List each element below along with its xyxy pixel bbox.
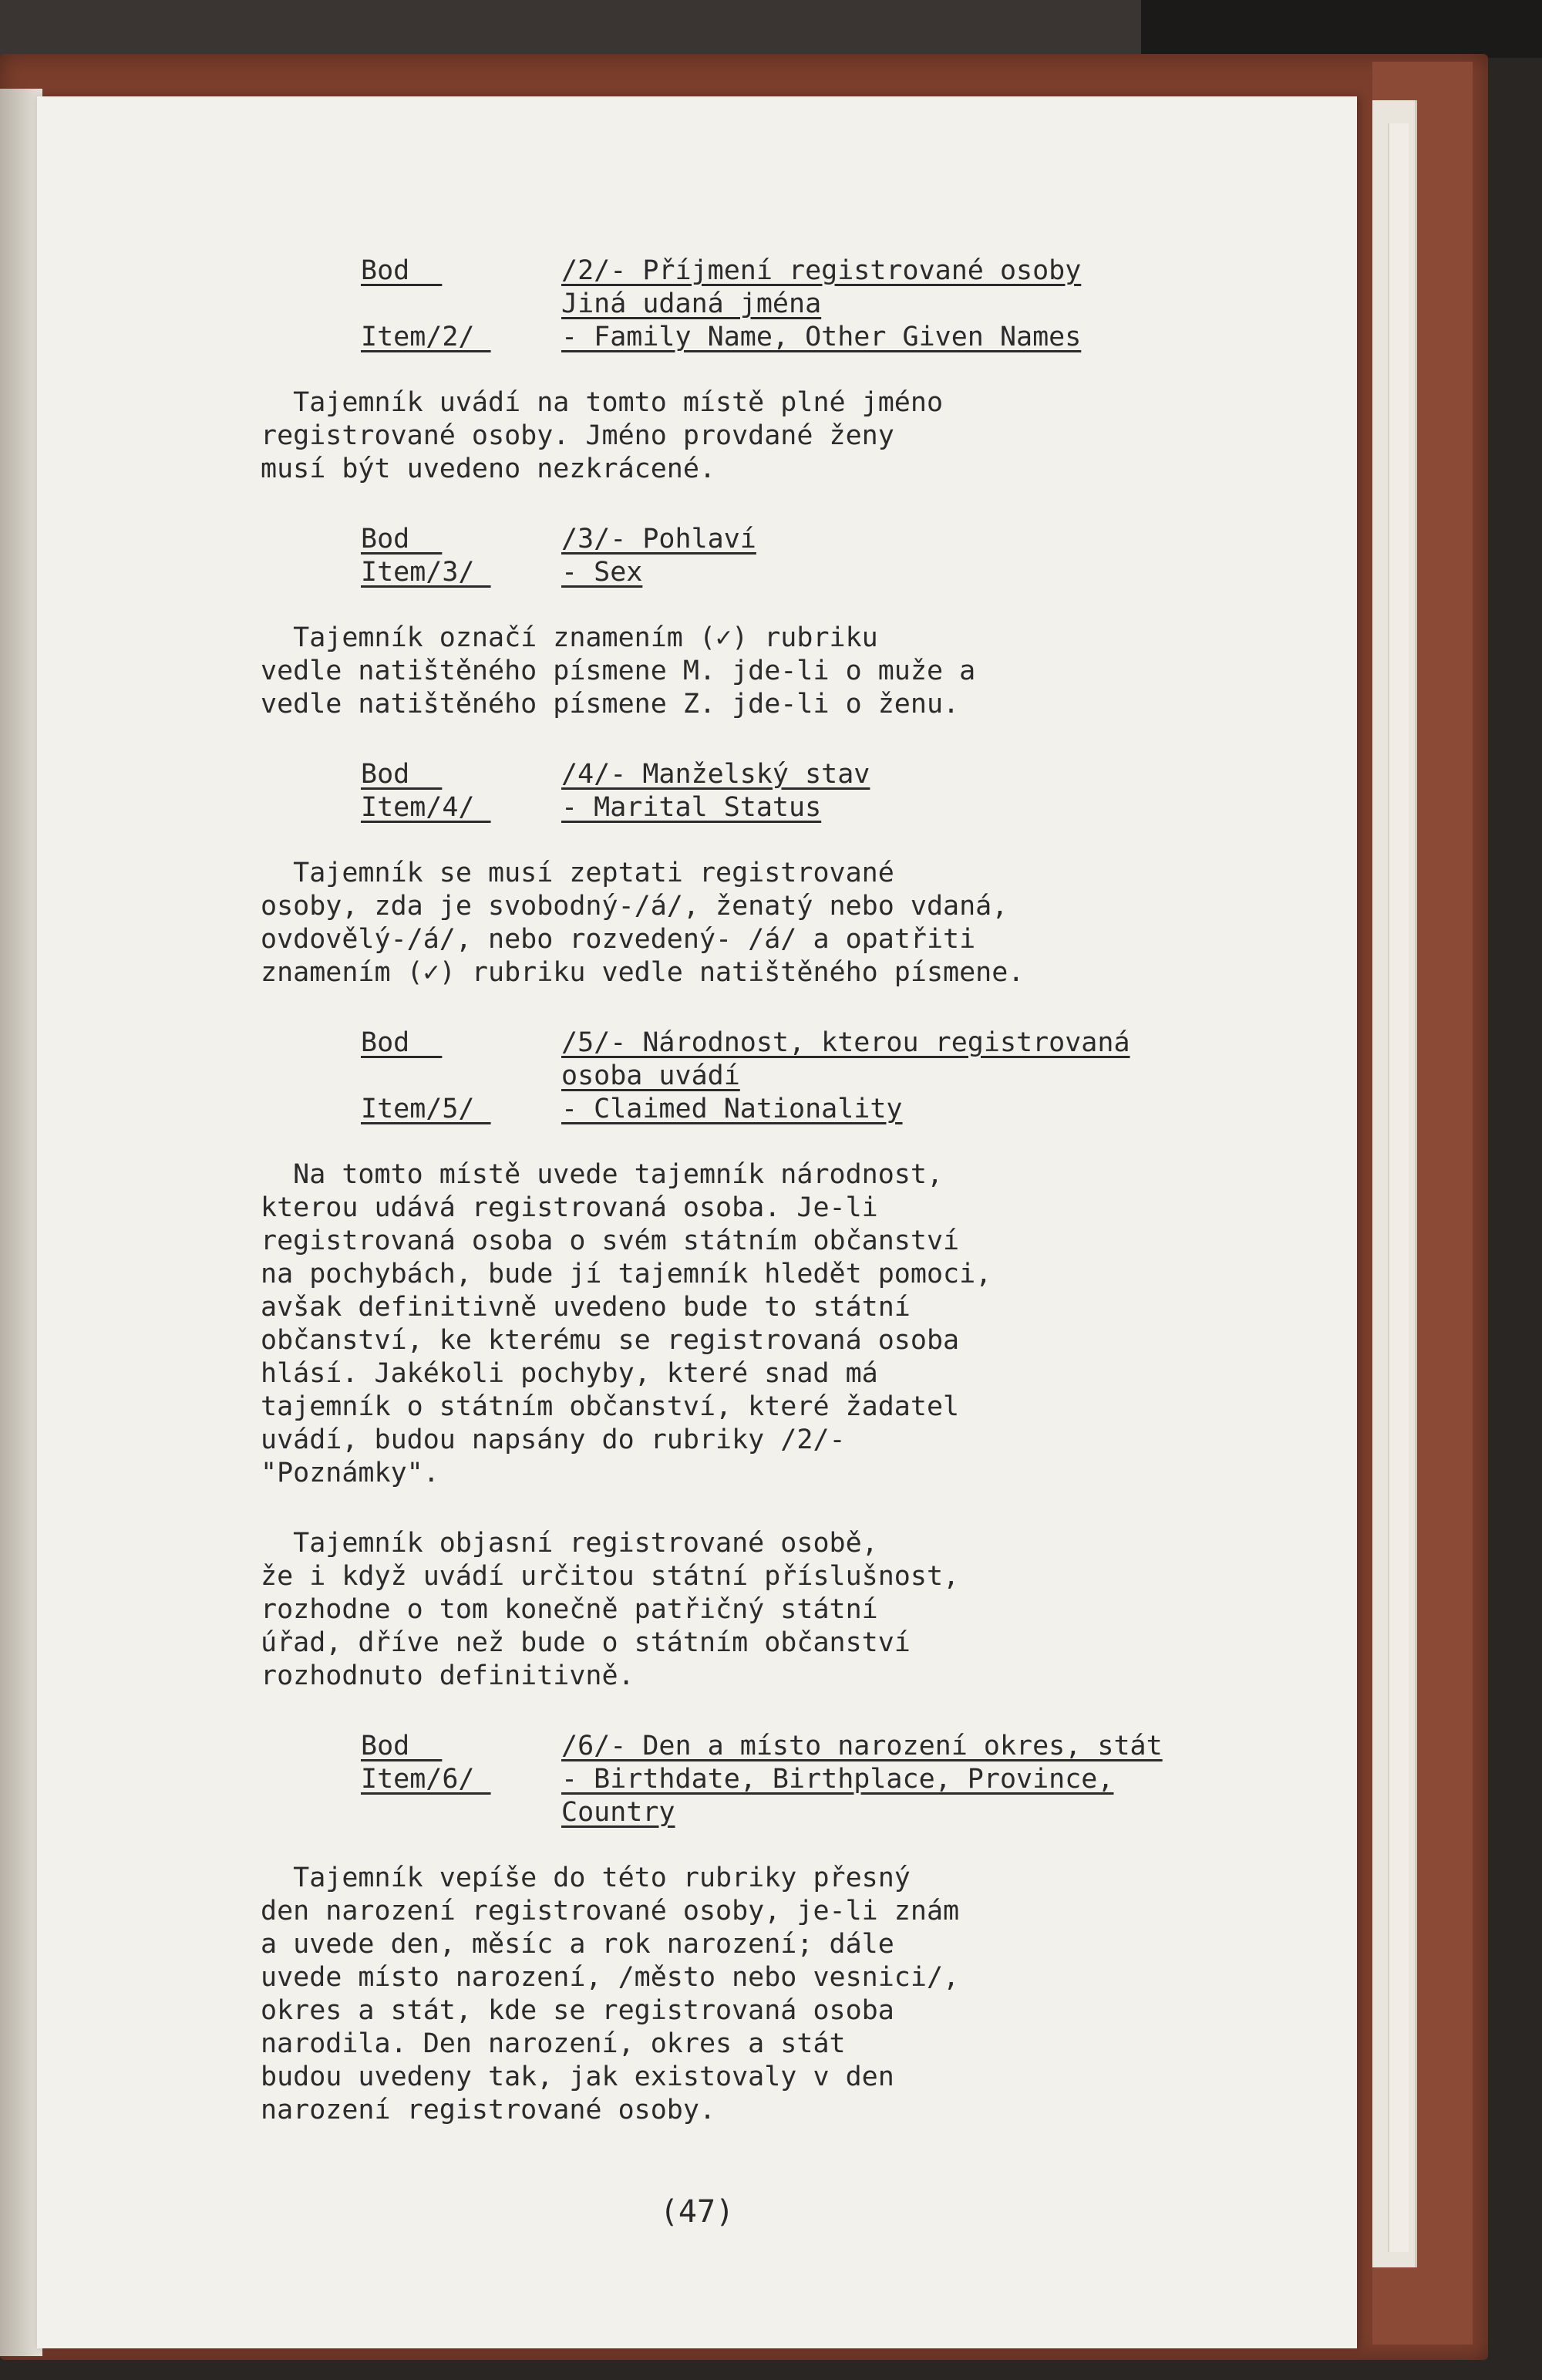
section-item-6 [261, 1730, 1301, 2164]
heading-line [361, 1027, 1301, 1060]
section-item-3 [261, 523, 1301, 758]
heading-label: Bod [361, 1731, 443, 1761]
heading-text: /2/- Příjmení registrované osoby [561, 255, 1082, 286]
heading-line [361, 1093, 1301, 1126]
heading-text: - Sex [561, 557, 643, 588]
body-paragraph: Tajemník uvádí na tomto místě plné jméno registrované osoby. Jméno provdané ženy musí být uvedeno nezkrácené. [261, 387, 944, 484]
heading-label: Bod [361, 255, 443, 286]
heading-line [361, 255, 1301, 288]
heading-line [361, 791, 1301, 824]
page-content [261, 255, 1301, 2164]
heading-label: Bod [361, 759, 443, 790]
section-item-5 [261, 1027, 1301, 1730]
section-heading [361, 758, 1301, 824]
document-page [37, 96, 1357, 2348]
body-paragraph: Tajemník vepíše do této rubriky přesný den narození registrované osoby, je-li znám a uvede den, měsíc a rok narození; dále uvede místo narození, /město nebo vesnici/, okres a stát, kde se registrovaná osoba narodila. Den narození, okres a stát budou uvedeny tak, jak existovaly v den narození registrované osoby. [261, 1863, 960, 2125]
heading-text: - Birthdate, Birthplace, Province, [561, 1764, 1114, 1795]
heading-line [361, 523, 1301, 556]
heading-label: Item/2/ [361, 322, 491, 352]
body-paragraph: Tajemník objasní registrované osobě, že i když uvádí určitou státní příslušnost, rozhodne o tom konečně patřičný státní úřad, dříve než bude o státním občanství rozhodnuto definitivně. [261, 1528, 960, 1691]
body-paragraph: Tajemník označí znamením (✓) rubriku vedle natištěného písmene M. jde-li o muže a vedle natištěného písmene Z. jde-li o ženu. [261, 622, 976, 720]
background-edge [1141, 0, 1542, 58]
heading-text: /4/- Manželský stav [561, 759, 870, 790]
heading-label: Item/3/ [361, 557, 491, 588]
heading-continuation: Country [561, 1797, 675, 1828]
heading-label: Item/4/ [361, 792, 491, 823]
heading-label: Item/6/ [361, 1764, 491, 1795]
section-heading [361, 255, 1301, 354]
heading-text: /3/- Pohlaví [561, 524, 756, 555]
body-paragraph: Tajemník se musí zeptati registrované osoby, zda je svobodný-/á/, ženatý nebo vdaná, ovdovělý-/á/, nebo rozvedený- /á/ a opatřiti znamením (✓) rubriku vedle natištěného písmene. [261, 858, 1025, 988]
heading-continuation: osoba uvádí [561, 1060, 740, 1091]
heading-text: /5/- Národnost, kterou registrovaná [561, 1027, 1130, 1058]
heading-line [361, 1763, 1301, 1796]
heading-label: Bod [361, 524, 443, 555]
heading-line [361, 1730, 1301, 1763]
body-paragraph: Na tomto místě uvede tajemník národnost, kterou udává registrovaná osoba. Je-li registrovaná osoba o svém státním občanství na pochybách, bude jí tajemník hledět pomoci, avšak definitivně uvedeno bude to státní občanství, ke kterému se registrovaná osoba hlásí. Jakékoli pochyby, které snad má tajemník o státním občanství, které žadatel uvádí, budou napsány do rubriky /2/- "Poznámky". [261, 1159, 992, 1488]
heading-label: Bod [361, 1027, 443, 1058]
section-heading [361, 1027, 1301, 1126]
heading-label: Item/5/ [361, 1094, 491, 1124]
section-item-4 [261, 758, 1301, 1027]
page-stack-inner [1388, 123, 1409, 2252]
background-strip [0, 0, 1542, 58]
heading-line [361, 321, 1301, 354]
heading-text: - Marital Status [561, 792, 822, 823]
heading-text: - Family Name, Other Given Names [561, 322, 1082, 352]
book-gutter [0, 89, 42, 2356]
heading-text: - Claimed Nationality [561, 1094, 903, 1124]
page-number: (47) [659, 2194, 735, 2230]
section-heading [361, 523, 1301, 589]
section-item-2 [261, 255, 1301, 523]
heading-line [361, 556, 1301, 589]
heading-text: /6/- Den a místo narození okres, stát [561, 1731, 1163, 1761]
heading-continuation: Jiná udaná jména [561, 288, 822, 319]
heading-line [361, 758, 1301, 791]
section-heading [361, 1730, 1301, 1829]
